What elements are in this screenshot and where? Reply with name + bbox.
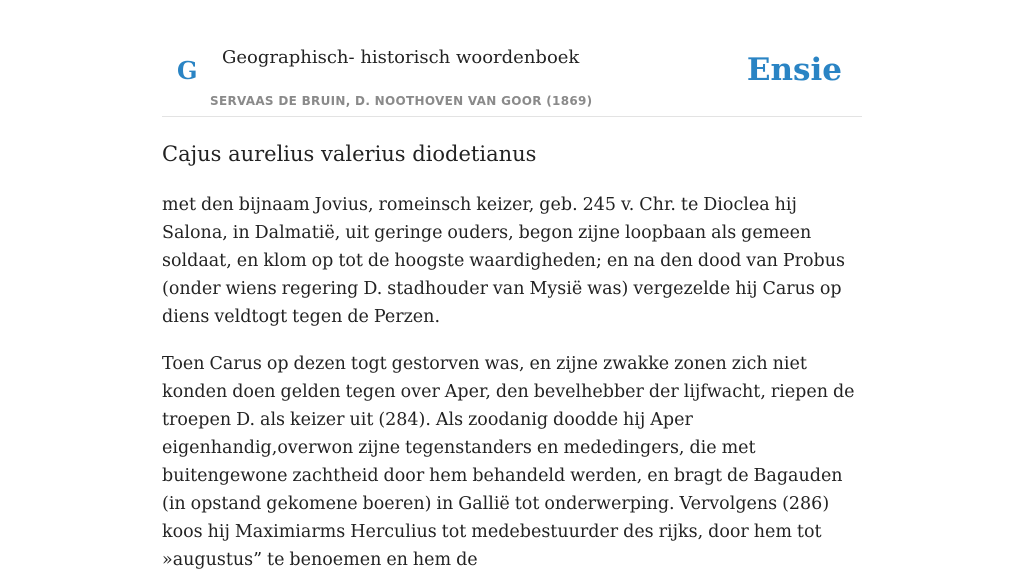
book-authors: SERVAAS DE BRUIN, D. NOOTHOVEN VAN GOOR (1869) — [210, 94, 593, 108]
book-title[interactable]: Geographisch- historisch woordenboek — [222, 47, 580, 68]
entry-paragraph: Toen Carus op dezen togt gestorven was, en zijne zwakke zonen zich niet konden doen gelden tegen over Aper, den bevelhebber der lijfwacht, riepen de troepen D. als keizer uit (284). Als zoodanig doodde hij Aper eigenhandig,overwon zijne tegenstanders en mededingers, die met buitengewone zachtheid door hem behandeld werden, en bragt de Bagauden (in opstand gekomene boeren) in Gallië tot onderwerping. Vervolgens (286) koos hij Maximiarms Herculius tot medebestuurder des rijks, door hem tot »augustus” te benoemen en hem de — [162, 354, 855, 570]
entry-content — [162, 138, 862, 574]
entry-paragraph: met den bijnaam Jovius, romeinsch keizer, geb. 245 v. Chr. te Dioclea hij Salona, in Dalmatië, uit geringe ouders, begon zijne loopbaan als gemeen soldaat, en klom op tot de hoogste waardigheden; en na den dood van Probus (onder wiens regering D. stadhouder van Mysië was) vergezelde hij Carus op diens veldtogt tegen de Perzen. — [162, 195, 845, 327]
book-logo[interactable]: G — [177, 56, 198, 85]
ensie-logo-link[interactable]: Ensie — [746, 52, 842, 88]
header — [162, 0, 862, 117]
entry-title: Cajus aurelius valerius diodetianus — [162, 142, 537, 166]
